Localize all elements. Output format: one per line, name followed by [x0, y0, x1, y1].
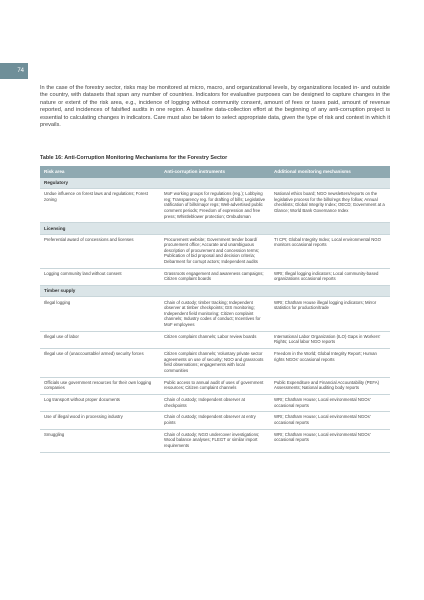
monitoring-cell: WRI; Chatham House illegal logging indicators; Mirror statistics for production/trade: [274, 299, 377, 311]
risk-area-cell: Logging community land without consent: [44, 270, 122, 276]
section-timber-supply: Timber supply: [40, 286, 390, 297]
monitoring-cell: Public Expenditure and Financial Accountability (PEFA) Assessments; National auditing body reports: [274, 379, 380, 391]
section-licensing: Licensing: [40, 223, 390, 234]
risk-area-cell: Log transport without proper documents: [44, 397, 120, 403]
table-row: [40, 189, 390, 223]
header-instruments: Anti-corruption instruments: [164, 169, 225, 174]
table-row: [40, 395, 390, 412]
risk-area-cell: Undue influence on forest laws and regulations; Forest zoning: [44, 191, 148, 202]
monitoring-cell: WRI; Illegal logging indicators; Local community-based organizations occasional reports: [274, 270, 379, 282]
table-row: [40, 430, 390, 453]
instruments-cell: Chain of custody; Independent observer at checkpoints: [164, 397, 245, 408]
instruments-cell: Public access to annual audit of uses of government resources; Citizen complaint channels: [164, 379, 264, 391]
risk-area-cell: Use of illegal wood in processing industry: [44, 414, 123, 420]
instruments-cell: Citizen complaint channels; Labor review boards: [164, 333, 257, 339]
page-number: 74: [0, 63, 28, 79]
risk-area-cell: Preferential award of concessions and licenses: [44, 236, 134, 242]
table-header-row: [40, 166, 390, 178]
table-row: [40, 235, 390, 269]
table-row: [40, 412, 390, 429]
table-caption: Table 16: Anti-Corruption Monitoring Mechanisms for the Forestry Sector: [40, 155, 228, 161]
monitoring-cell: WRI; Chatham House; Local environmental NGOs' occasional reports: [274, 414, 371, 426]
table-row: [40, 349, 390, 378]
header-monitoring: Additional monitoring mechanisms: [274, 169, 351, 174]
instruments-cell: MoF working groups for regulations (reg.); Lobbying reg; Transparency reg. for drafting of bills; Legislative ratification of bills/major regs; Well-advertised public comment periods; Freedom of expression and free press; Whistleblower protection; Ombudsman: [164, 191, 266, 219]
table-row: [40, 297, 390, 331]
header-risk-area: Risk area: [44, 169, 65, 174]
monitoring-cell: TI CPI; Global Integrity Index; Local environmental NGO monitors occasional reports: [274, 236, 381, 248]
instruments-cell: Chain of custody; NGO undercover investigations; Wood balance analyses; FLEGT or similar import requirements: [164, 431, 260, 448]
instruments-cell: Chain of custody; Independent observer at entry points: [164, 414, 256, 426]
monitoring-cell: WRI; Chatham House; Local environmental NGOs' occasional reports: [274, 397, 371, 408]
instruments-cell: Chain of custody; timber tracking; Independent observer at timber checkpoints; GIS monitoring; Independent field monitoring; Citizen complaint channels; Industry codes of conduct; Incentives for MoF employees: [164, 299, 261, 327]
risk-area-cell: Illegal use of (unaccountable/ armed) security forces: [44, 351, 144, 357]
monitoring-table: [40, 166, 390, 453]
instruments-cell: Grassroots engagement and awareness campaigns; Citizen complaint boards: [164, 270, 264, 282]
instruments-cell: Citizen complaint channels; Voluntary private sector agreements on use of security; NGO and grassroots field observations; engagements with local communities: [164, 351, 264, 373]
section-regulatory: Regulatory: [40, 178, 390, 189]
table-row: [40, 332, 390, 349]
risk-area-cell: Illegal use of labor: [44, 333, 79, 339]
table-row: [40, 378, 390, 395]
monitoring-cell: Freedom in the World; Global Integrity Report; Human rights NGOs' occasional reports: [274, 351, 377, 362]
risk-area-cell: Illegal logging: [44, 299, 71, 305]
instruments-cell: Procurement website; Government tender board/ procurement office; Accurate and unambiguous description of procurement and concession terms; Publication of bid proposal and decision criteria; Debarment for corrupt actors; Independent audits: [164, 236, 260, 265]
risk-area-cell: Smuggling: [44, 431, 65, 437]
table-row: [40, 269, 390, 286]
risk-area-cell: Officials use government resources for their own logging companies: [44, 379, 152, 391]
monitoring-cell: National ethics board; NGO newsletters/reports on the legislative process for the bills/regs they follow; Annual checklists; Global Integrity Index; OECD; Government at a Glance; World Bank Governance Index: [274, 191, 385, 213]
monitoring-cell: WRI; Chatham House; Local environmental NGOs' occasional reports: [274, 431, 371, 443]
monitoring-cell: International Labor Organization (ILO) Gaps in Workers' Rights; Local labor NGO reports: [274, 333, 381, 345]
intro-paragraph: In the case of the forestry sector, risks may be monitored at micro, macro, and organizational levels, by organizations located in- and outside the country, with datasets that span any number of countries. Indicators for evaluative purposes can be designed to capture changes in the nature or extent of the risk area, e.g., incidence of logging without community consent, amount of fees or taxes paid, amount of revenue reported, and incidences of falsified audits in one region. A baseline data-collection effort at the beginning of any anti-corruption project is essential to calculating changes in indicators. Care must also be taken to select appropriate data, given the type of risk and context in which it prevails.: [40, 85, 390, 129]
